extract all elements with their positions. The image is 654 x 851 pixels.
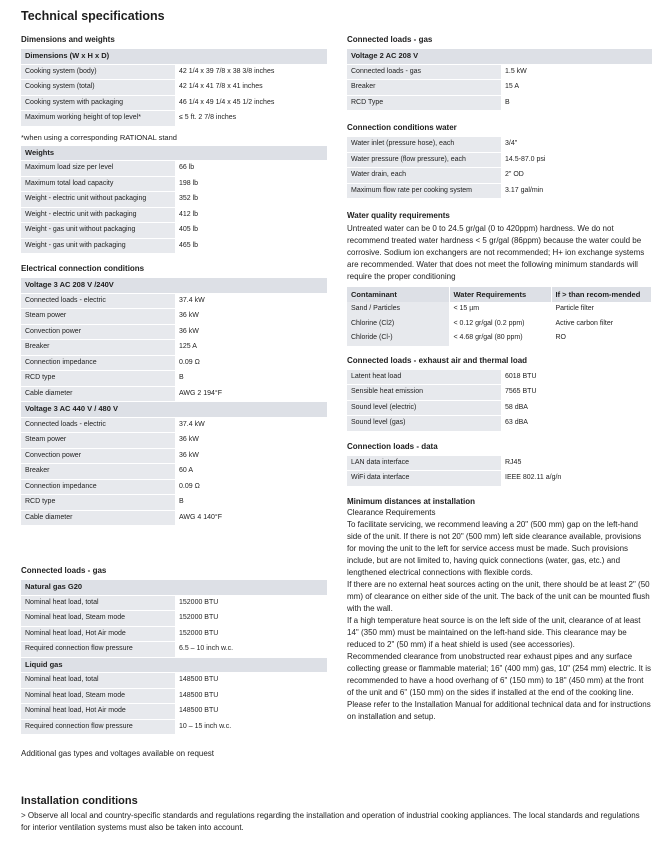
gas-connected-table — [347, 49, 652, 111]
table-row: Connection impedance 0.09 Ω — [21, 355, 327, 371]
table-row: Cooking system (body) 42 1/4 x 39 7/8 x 38 3/8 inches — [21, 64, 327, 80]
table-row: Sound level (gas) 63 dBA — [347, 416, 652, 432]
gas-section-title: Connected loads - gas — [21, 566, 107, 575]
table-row: Nominal heat load, Steam mode 148500 BTU — [21, 688, 327, 704]
table-header: Liquid gas — [21, 657, 327, 673]
table-row: Connection impedance 0.09 Ω — [21, 479, 327, 495]
table-row: RCD Type B — [347, 95, 652, 111]
installation-title: Installation conditions — [21, 795, 138, 807]
table-row: Breaker 60 A — [21, 464, 327, 480]
table-row: Weight - electric unit without packaging 352 lb — [21, 192, 327, 208]
table-row: Convection power 36 kW — [21, 448, 327, 464]
table-header: Voltage 2 AC 208 V — [347, 49, 652, 64]
water-quality-section-title: Water quality requirements — [347, 211, 450, 220]
table-row: Water inlet (pressure hose), each 3/4" — [347, 137, 652, 152]
table-header: Voltage 3 AC 440 V / 480 V — [21, 402, 327, 418]
table-row: Cable diameter AWG 2 194°F — [21, 386, 327, 402]
gas-connected-section-title: Connected loads - gas — [347, 35, 433, 44]
stand-footnote: *when using a corresponding RATIONAL stand — [21, 132, 177, 142]
clearance-paragraph: To facilitate servicing, we recommend leaving a 20" (500 mm) gap on the left-hand side of the unit. If there is not 20" (500 mm) left side clearance available, provisions for moving the unit to the left for service access must be made. Such provisions include, but are not limited to, having quick connections (water, gas, etc.) and lengthened electrical connections with flexible cords. — [347, 519, 642, 577]
table-row: Chlorine (Cl2) < 0.12 gr/gal (0.2 ppm) Active carbon filter — [347, 317, 652, 332]
column-header: If > than recom-mended — [551, 287, 652, 302]
table-row: Maximum working height of top level* ≤ 5 ft. 2 7/8 inches — [21, 111, 327, 127]
exhaust-section-title: Connected loads - exhaust air and thermal load — [347, 355, 528, 365]
table-row: Nominal heat load, Hot Air mode 148500 BTU — [21, 704, 327, 720]
table-row: Nominal heat load, Steam mode 152000 BTU — [21, 611, 327, 627]
table-row: LAN data interface RJ45 — [347, 456, 652, 471]
clearance-paragraph: Recommended clearance from unobstructed rear exhaust pipes and any surface collecting grease or flammable material; 16" (400 mm) gas, 10" (254 mm) electric. It is recommended to have a hood overhang of 6" (150 mm) to 18" (450 mm) at the front of the unit and 6" (150 mm) on the sides if installed at the end of the cooking line. Please refer to the Installation Manual for additional technical data and for instructions on installation and setup. — [347, 651, 652, 721]
table-row: Weight - electric unit with packaging 412 lb — [21, 207, 327, 223]
table-header: Natural gas G20 — [21, 580, 327, 595]
table-row: Nominal heat load, total 152000 BTU — [21, 595, 327, 611]
column-header: Water Requirements — [449, 287, 551, 302]
table-row: Required connection flow pressure 6.5 – 10 inch w.c. — [21, 642, 327, 658]
electrical-section-title: Electrical connection conditions — [21, 264, 145, 273]
table-row: Maximum flow rate per cooking system 3.17 gal/min — [347, 183, 652, 199]
table-row: Cooking system with packaging 46 1/4 x 49 1/4 x 45 1/2 inches — [21, 95, 327, 111]
table-row: Cooking system (total) 42 1/4 x 41 7/8 x 41 inches — [21, 80, 327, 96]
additional-gas-note: Additional gas types and voltages available on request — [21, 749, 215, 758]
page-title: Technical specifications — [21, 9, 165, 23]
water-quality-text: Untreated water can be 0 to 24.5 gr/gal (0 to 420ppm) hardness. We do not recommend treated water hardness < 5 gr/gal (86ppm) because the water could be corrosive. Sodium ion exchangers are not recommended; H+ ion exchange systems are recommended. Water that does not meet the following minimum standards will require the proper conditioning — [347, 224, 645, 281]
dimensions-section-title: Dimensions and weights — [21, 35, 115, 44]
table-row: RCD type B — [21, 371, 327, 387]
data-interface-table — [347, 456, 652, 487]
water-table — [347, 137, 652, 199]
clearance-subtitle: Clearance Requirements — [347, 507, 436, 517]
table-row: Latent heat load 6018 BTU — [347, 370, 652, 385]
table-row: Breaker 15 A — [347, 80, 652, 96]
table-row: Maximum total load capacity 198 lb — [21, 176, 327, 192]
clearance-paragraph: If there are no external heat sources acting on the unit, there should be at least 2" (50 mm) of clearance on either side of the unit. The back of the unit can be mounted flush with the wall. — [347, 579, 650, 613]
table-header: Dimensions (W x H x D) — [21, 49, 327, 64]
table-row: Steam power 36 kW — [21, 433, 327, 449]
table-row: Breaker 125 A — [21, 340, 327, 356]
installation-text: > Observe all local and country-specific standards and regulations regarding the installation and operation of industrial cooking appliances. The local standards and regulations for interior ventilation systems must also be taken into account. — [21, 811, 640, 832]
distances-section-title: Minimum distances at installation — [347, 496, 476, 506]
table-row: Nominal heat load, total 148500 BTU — [21, 673, 327, 689]
table-row: Weight - gas unit without packaging 405 lb — [21, 223, 327, 239]
table-row: Sand / Particles < 15 µm Particle filter — [347, 302, 652, 317]
table-row: RCD type B — [21, 495, 327, 511]
table-row: Required connection flow pressure 10 – 15 inch w.c. — [21, 719, 327, 735]
table-row: Connected loads - electric 37.4 kW — [21, 417, 327, 433]
table-row: Convection power 36 kW — [21, 324, 327, 340]
table-row: WiFi data interface IEEE 802.11 a/g/n — [347, 471, 652, 487]
water-quality-table — [347, 287, 652, 346]
table-row: Water pressure (flow pressure), each 14.5-87.0 psi — [347, 152, 652, 168]
water-section-title: Connection conditions water — [347, 123, 457, 132]
table-row: Water drain, each 2" OD — [347, 168, 652, 184]
exhaust-table — [347, 370, 652, 432]
table-row: Nominal heat load, Hot Air mode 152000 BTU — [21, 626, 327, 642]
right-column — [347, 35, 652, 723]
clearance-paragraph: If a high temperature heat source is on the left side of the unit, clearance of at least 14" (350 mm) must be maintained on the left-hand side. This clearance may be reduced to 2" (50 mm) if a heat shield is used (see accessories). — [347, 615, 641, 649]
table-header: Voltage 3 AC 208 V /240V — [21, 278, 327, 293]
table-row: Sensible heat emission 7565 BTU — [347, 385, 652, 401]
table-header: Weights — [21, 146, 327, 161]
table-row: Steam power 36 kW — [21, 309, 327, 325]
gas-heat-load-table — [21, 580, 327, 735]
table-row: Maximum load size per level 66 lb — [21, 161, 327, 177]
table-row: Weight - gas unit with packaging 465 lb — [21, 238, 327, 254]
weights-table — [21, 146, 327, 255]
data-section-title: Connection loads - data — [347, 441, 438, 451]
dimensions-table — [21, 49, 327, 127]
electrical-table — [21, 278, 327, 526]
column-header: Contaminant — [347, 287, 449, 302]
table-row: Connected loads - electric 37.4 kW — [21, 293, 327, 309]
table-row: Connected loads - gas 1.5 kW — [347, 64, 652, 80]
left-column — [21, 35, 327, 758]
table-row: Sound level (electric) 58 dBA — [347, 400, 652, 416]
table-row: Chloride (Cl-) < 4.68 gr/gal (80 ppm) RO — [347, 331, 652, 346]
table-row: Cable diameter AWG 4 140°F — [21, 510, 327, 526]
